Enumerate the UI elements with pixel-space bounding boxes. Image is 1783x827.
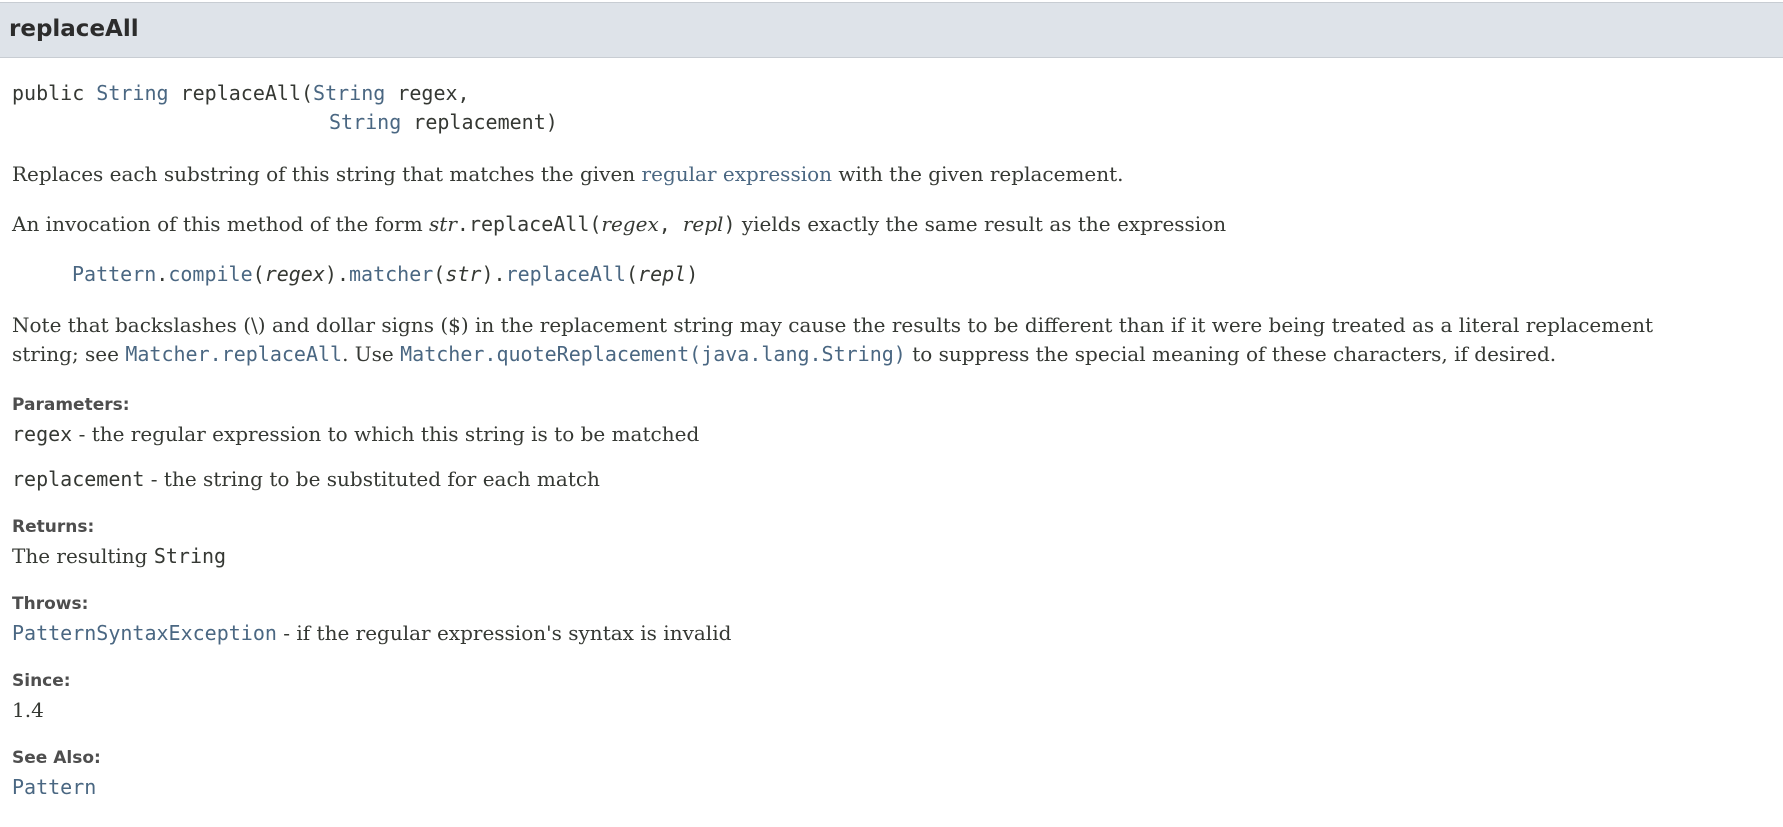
param-item [12, 465, 600, 494]
p2-text-after: yields exactly the same result as the expression [735, 212, 1227, 236]
p2-close: ) [723, 212, 736, 236]
returns-label: Returns: [12, 517, 95, 537]
p2-repl: repl [682, 212, 724, 236]
since-section [12, 670, 71, 692]
since-version: 1.4 [12, 698, 44, 722]
throws-section [12, 593, 88, 615]
code-paren: ). [324, 262, 349, 286]
p2-code-replaceall: .replaceAll( [456, 212, 602, 236]
returns-code: String [153, 544, 227, 568]
param-name: replacement [12, 467, 145, 491]
code-example [12, 260, 698, 289]
code-paren: ( [433, 262, 446, 286]
matcher-replaceall-link[interactable]: Matcher.replaceAll [125, 342, 343, 366]
throws-item [12, 619, 731, 648]
param-desc: - the regular expression to which this string is to be matched [72, 422, 700, 446]
signature-param2-name: replacement) [413, 110, 558, 134]
matcher-quotereplacement-link[interactable]: Matcher.quoteReplacement(java.lang.String) [400, 342, 906, 366]
code-matcher-link[interactable]: matcher [349, 262, 434, 286]
description-paragraph-3 [12, 311, 1772, 369]
code-repl: repl [638, 262, 687, 286]
code-paren: ( [625, 262, 639, 286]
method-title: replaceAll [9, 16, 139, 42]
code-compile-link[interactable]: compile [168, 262, 253, 286]
p3-text-before: string; see [12, 342, 126, 366]
code-regex: regex [264, 262, 325, 286]
p2-text-before: An invocation of this method of the form [12, 212, 430, 236]
code-paren: ). [481, 262, 506, 286]
description-paragraph-1 [12, 160, 1124, 189]
p3-text-after: to suppress the special meaning of these characters, if desired. [905, 342, 1557, 366]
see-also-section [12, 747, 101, 769]
parameters-section [12, 394, 130, 416]
p3-text-mid: . Use [342, 342, 401, 366]
since-value [12, 696, 44, 725]
returns-section [12, 516, 94, 538]
p2-comma: , [658, 212, 683, 236]
param1-type-link[interactable]: String [313, 81, 386, 105]
see-also-item [12, 773, 96, 802]
code-pattern-link[interactable]: Pattern [72, 262, 157, 286]
p2-str: str [429, 212, 457, 236]
returns-text: The resulting [12, 544, 154, 568]
returns-value [12, 542, 226, 571]
method-header [0, 2, 1783, 58]
param2-type-link[interactable]: String [329, 110, 402, 134]
code-paren: ) [686, 262, 699, 286]
throws-label: Throws: [12, 594, 89, 614]
patternsyntaxexception-link[interactable]: PatternSyntaxException [12, 621, 277, 645]
code-str: str [445, 262, 482, 286]
param-item [12, 420, 699, 449]
parameters-label: Parameters: [12, 395, 130, 415]
since-label: Since: [12, 671, 71, 691]
pattern-link[interactable]: Pattern [12, 775, 97, 799]
code-replaceall-link[interactable]: replaceAll [505, 262, 626, 286]
param-desc: - the string to be substituted for each match [144, 467, 600, 491]
code-dot: . [156, 262, 169, 286]
regular-expression-link[interactable]: regular expression [641, 162, 833, 186]
signature-method-name: replaceAll( [180, 81, 314, 105]
throws-desc: - if the regular expression's syntax is invalid [276, 621, 732, 645]
p3-line-1: Note that backslashes (\) and dollar signs ($) in the replacement string may cause the results to be different than if it were being treated as a literal replacement [12, 313, 1653, 337]
p1-text-after: with the given replacement. [832, 162, 1124, 186]
code-paren: ( [252, 262, 265, 286]
p2-regex: regex [601, 212, 659, 236]
param-name: regex [12, 422, 73, 446]
see-also-label: See Also: [12, 748, 101, 768]
p1-text-before: Replaces each substring of this string that matches the given [12, 162, 642, 186]
signature-modifier: public [12, 81, 85, 105]
method-signature [12, 79, 558, 137]
signature-param1-name: regex, [397, 81, 470, 105]
return-type-link[interactable]: String [96, 81, 169, 105]
description-paragraph-2 [12, 210, 1226, 239]
